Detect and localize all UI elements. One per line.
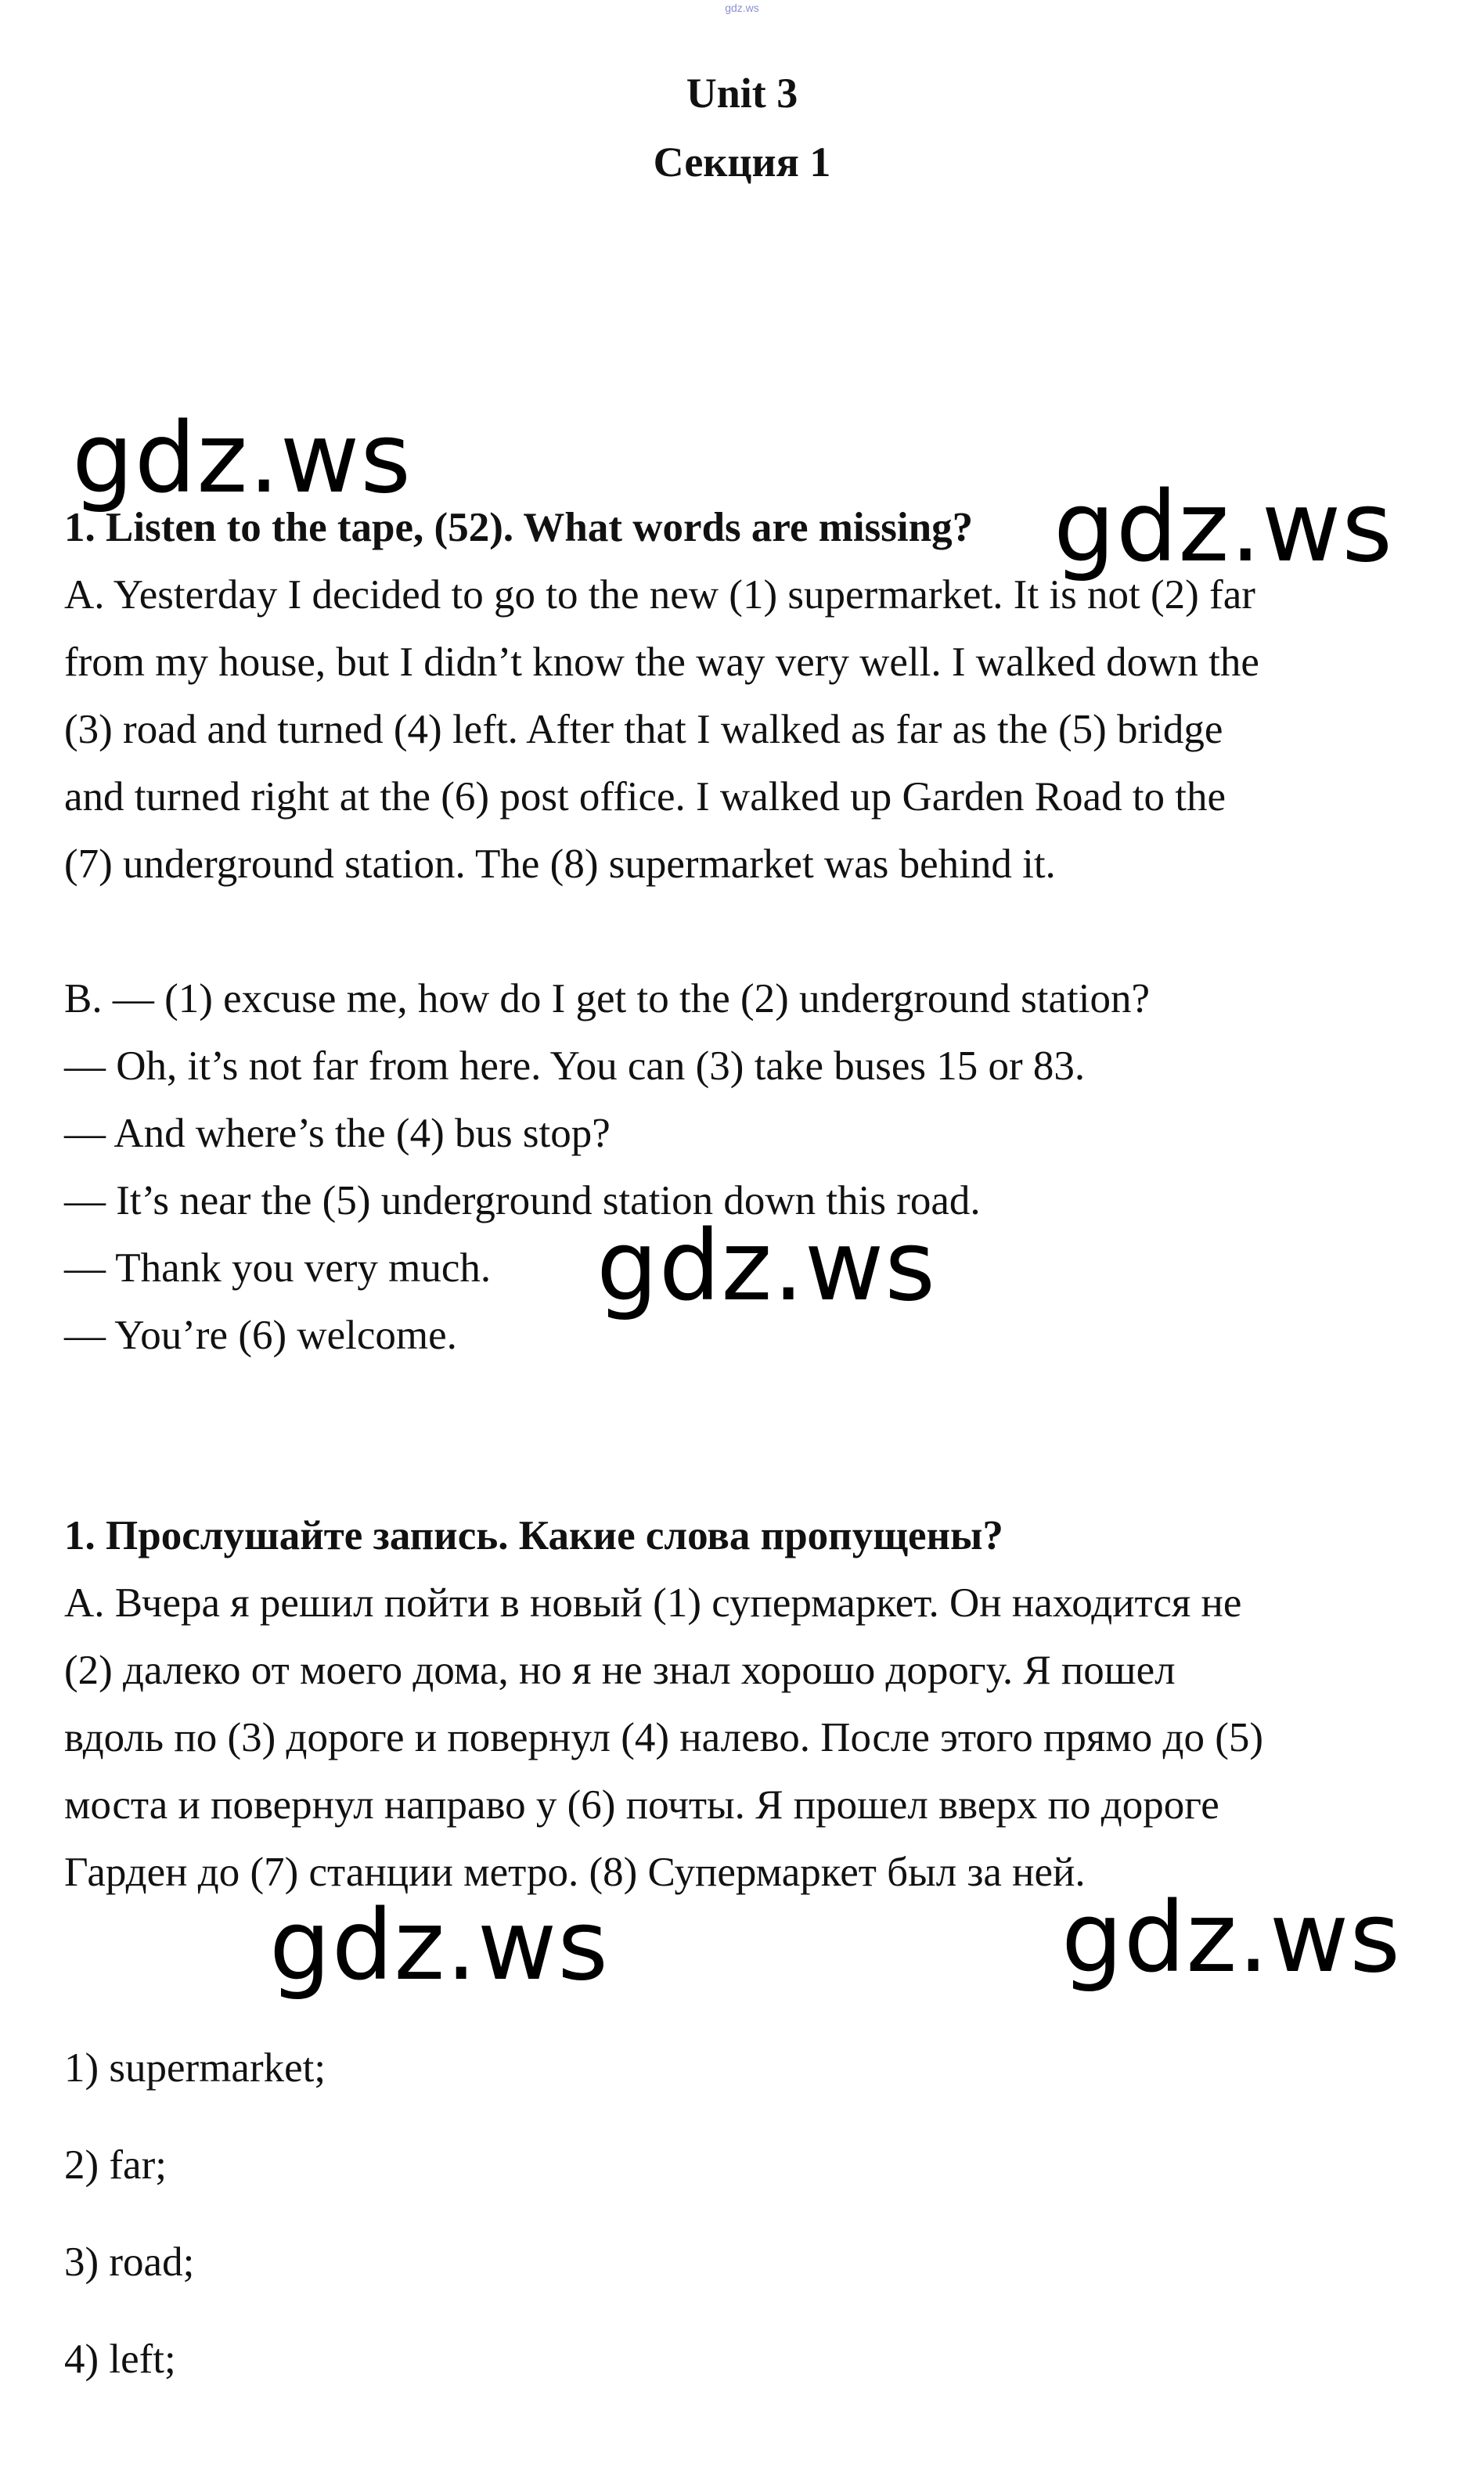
dialogue-line: — Thank you very much.	[64, 1245, 492, 1291]
top-watermark: gdz.ws	[725, 2, 759, 14]
dialogue-line: — And where’s the (4) bus stop?	[64, 1111, 611, 1156]
answer-item: 3) road;	[64, 2239, 195, 2285]
answer-item: 4) left;	[64, 2336, 176, 2382]
watermark-text: gdz.ws	[596, 1210, 936, 1323]
dialogue-line: — Oh, it’s not far from here. You can (3) take buses 15 or 83.	[64, 1043, 1086, 1089]
exercise-en-a-line: (3) road and turned (4) left. After that I walked as far as the (5) bridge	[64, 707, 1223, 752]
exercise-en-a-line: (7) underground station. The (8) supermarket was behind it.	[64, 841, 1056, 887]
watermark-text: gdz.ws	[72, 402, 412, 515]
dialogue-line: B. — (1) excuse me, how do I get to the (2) underground station?	[64, 976, 1151, 1021]
section-title: Секция 1	[653, 139, 831, 186]
dialogue-line: — You’re (6) welcome.	[64, 1313, 457, 1358]
dialogue-line: — It’s near the (5) underground station down this road.	[64, 1178, 981, 1223]
exercise-ru-a-line: вдоль по (3) дороге и повернул (4) налево. После этого прямо до (5)	[64, 1715, 1264, 1760]
unit-title: Unit 3	[686, 70, 798, 117]
watermark-text: gdz.ws	[1061, 1882, 1401, 1994]
exercise-en-a-line: and turned right at the (6) post office. I walked up Garden Road to the	[64, 774, 1226, 820]
exercise-en-title: 1. Listen to the tape, (52). What words are missing?	[64, 505, 974, 550]
watermark-text: gdz.ws	[269, 1890, 609, 2002]
exercise-ru-title: 1. Прослушайте запись. Какие слова пропущены?	[64, 1513, 1003, 1558]
watermark-text: gdz.ws	[1054, 471, 1393, 584]
exercise-ru-a-line: Гарден до (7) станции метро. (8) Супермаркет был за ней.	[64, 1850, 1086, 1895]
exercise-en-a-line: A. Yesterday I decided to go to the new (1) supermarket. It is not (2) far	[64, 572, 1255, 618]
answer-item: 2) far;	[64, 2142, 167, 2188]
exercise-en-a-line: from my house, but I didn’t know the way very well. I walked down the	[64, 640, 1259, 685]
answer-item: 1) supermarket;	[64, 2045, 326, 2091]
exercise-ru-a-line: (2) далеко от моего дома, но я не знал хорошо дорогу. Я пошел	[64, 1648, 1176, 1693]
exercise-ru-a-line: А. Вчера я решил пойти в новый (1) супермаркет. Он находится не	[64, 1580, 1242, 1626]
exercise-ru-a-line: моста и повернул направо у (6) почты. Я прошел вверх по дороге	[64, 1782, 1219, 1828]
